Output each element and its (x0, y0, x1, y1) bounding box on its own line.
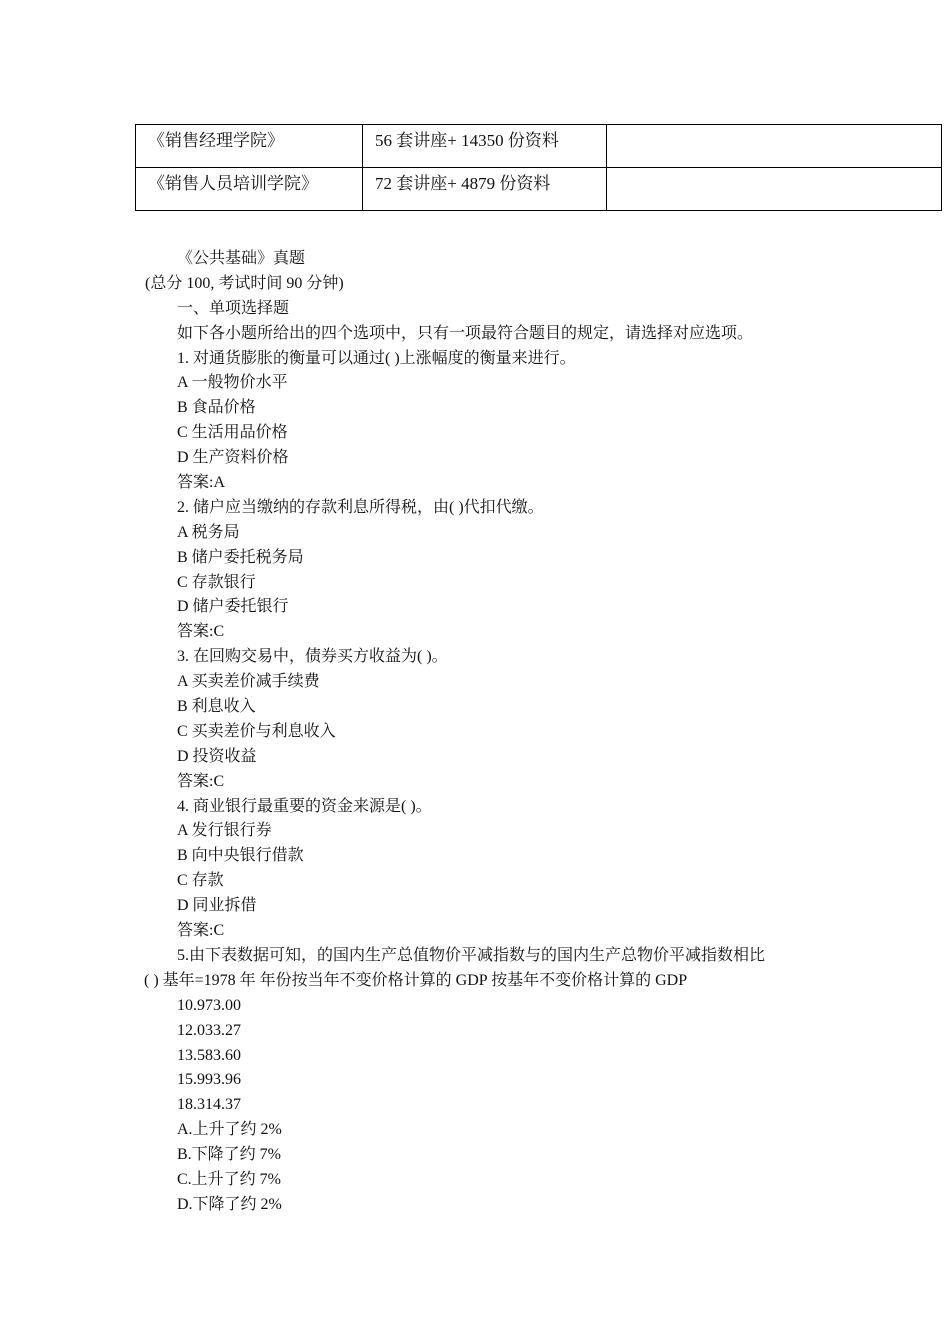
question-5-line-1: 5.由下表数据可知，的国内生产总值物价平减指数与的国内生产总物价平减指数相比 (177, 946, 766, 964)
table-cell-extra (607, 125, 942, 168)
doc-meta: (总分 100, 考试时间 90 分钟) (145, 274, 344, 292)
table-cell-name: 《销售人员培训学院》 (136, 168, 363, 211)
table-cell-info: 72 套讲座+ 4879 份资料 (363, 168, 607, 211)
question-3: 3. 在回购交易中，债券买方收益为( )。 (177, 648, 448, 666)
option-c: C 存款银行 (177, 573, 256, 591)
option-a: A 税务局 (177, 523, 240, 541)
doc-title: 《公共基础》真题 (177, 250, 306, 267)
question-1: 1. 对通货膨胀的衡量可以通过( )上涨幅度的衡量来进行。 (177, 349, 576, 367)
option-b: B 储户委托税务局 (177, 548, 304, 566)
table-cell-extra (607, 168, 942, 211)
gdp-data-value: 10.973.00 (177, 996, 241, 1014)
option-b: B 食品价格 (177, 399, 256, 417)
option-a: A 发行银行券 (177, 822, 272, 840)
option-d: D 生产资料价格 (177, 449, 289, 467)
option-a: A 一般物价水平 (177, 374, 288, 392)
question-2: 2. 储户应当缴纳的存款利息所得税，由( )代扣代缴。 (177, 498, 544, 516)
table-cell-name: 《销售经理学院》 (136, 125, 363, 168)
answer-4: 答案:C (177, 922, 225, 940)
table-cell-info: 56 套讲座+ 14350 份资料 (363, 125, 607, 168)
option-c: C.上升了约 7% (177, 1170, 282, 1188)
answer-3: 答案:C (177, 772, 225, 790)
course-table (135, 124, 942, 211)
section-heading: 一、单项选择题 (177, 299, 290, 317)
option-d: D.下降了约 2% (177, 1195, 282, 1213)
option-d: D 储户委托银行 (177, 598, 289, 616)
option-b: B.下降了约 7% (177, 1146, 282, 1164)
option-c: C 买卖差价与利息收入 (177, 722, 336, 740)
option-c: C 存款 (177, 872, 224, 890)
option-b: B 向中央银行借款 (177, 847, 304, 865)
option-b: B 利息收入 (177, 698, 256, 716)
option-a: A 买卖差价减手续费 (177, 673, 320, 691)
answer-2: 答案:C (177, 623, 225, 641)
gdp-data-value: 15.993.96 (177, 1071, 241, 1089)
table-row (136, 125, 942, 168)
option-a: A.上升了约 2% (177, 1121, 282, 1139)
gdp-data-value: 18.314.37 (177, 1096, 241, 1114)
question-5-line-2: ( ) 基年=1978 年 年份按当年不变价格计算的 GDP 按基年不变价格计算的 GDP (144, 971, 688, 989)
option-d: D 同业拆借 (177, 897, 257, 915)
option-d: D 投资收益 (177, 747, 257, 765)
exam-content (144, 247, 824, 1218)
instruction-text: 如下各小题所给出的四个选项中，只有一项最符合题目的规定，请选择对应选项。 (177, 324, 754, 342)
answer-1: 答案:A (177, 474, 226, 492)
gdp-data-value: 12.033.27 (177, 1021, 241, 1039)
option-c: C 生活用品价格 (177, 424, 288, 442)
table-row (136, 168, 942, 211)
question-4: 4. 商业银行最重要的资金来源是( )。 (177, 797, 432, 815)
gdp-data-value: 13.583.60 (177, 1046, 241, 1064)
